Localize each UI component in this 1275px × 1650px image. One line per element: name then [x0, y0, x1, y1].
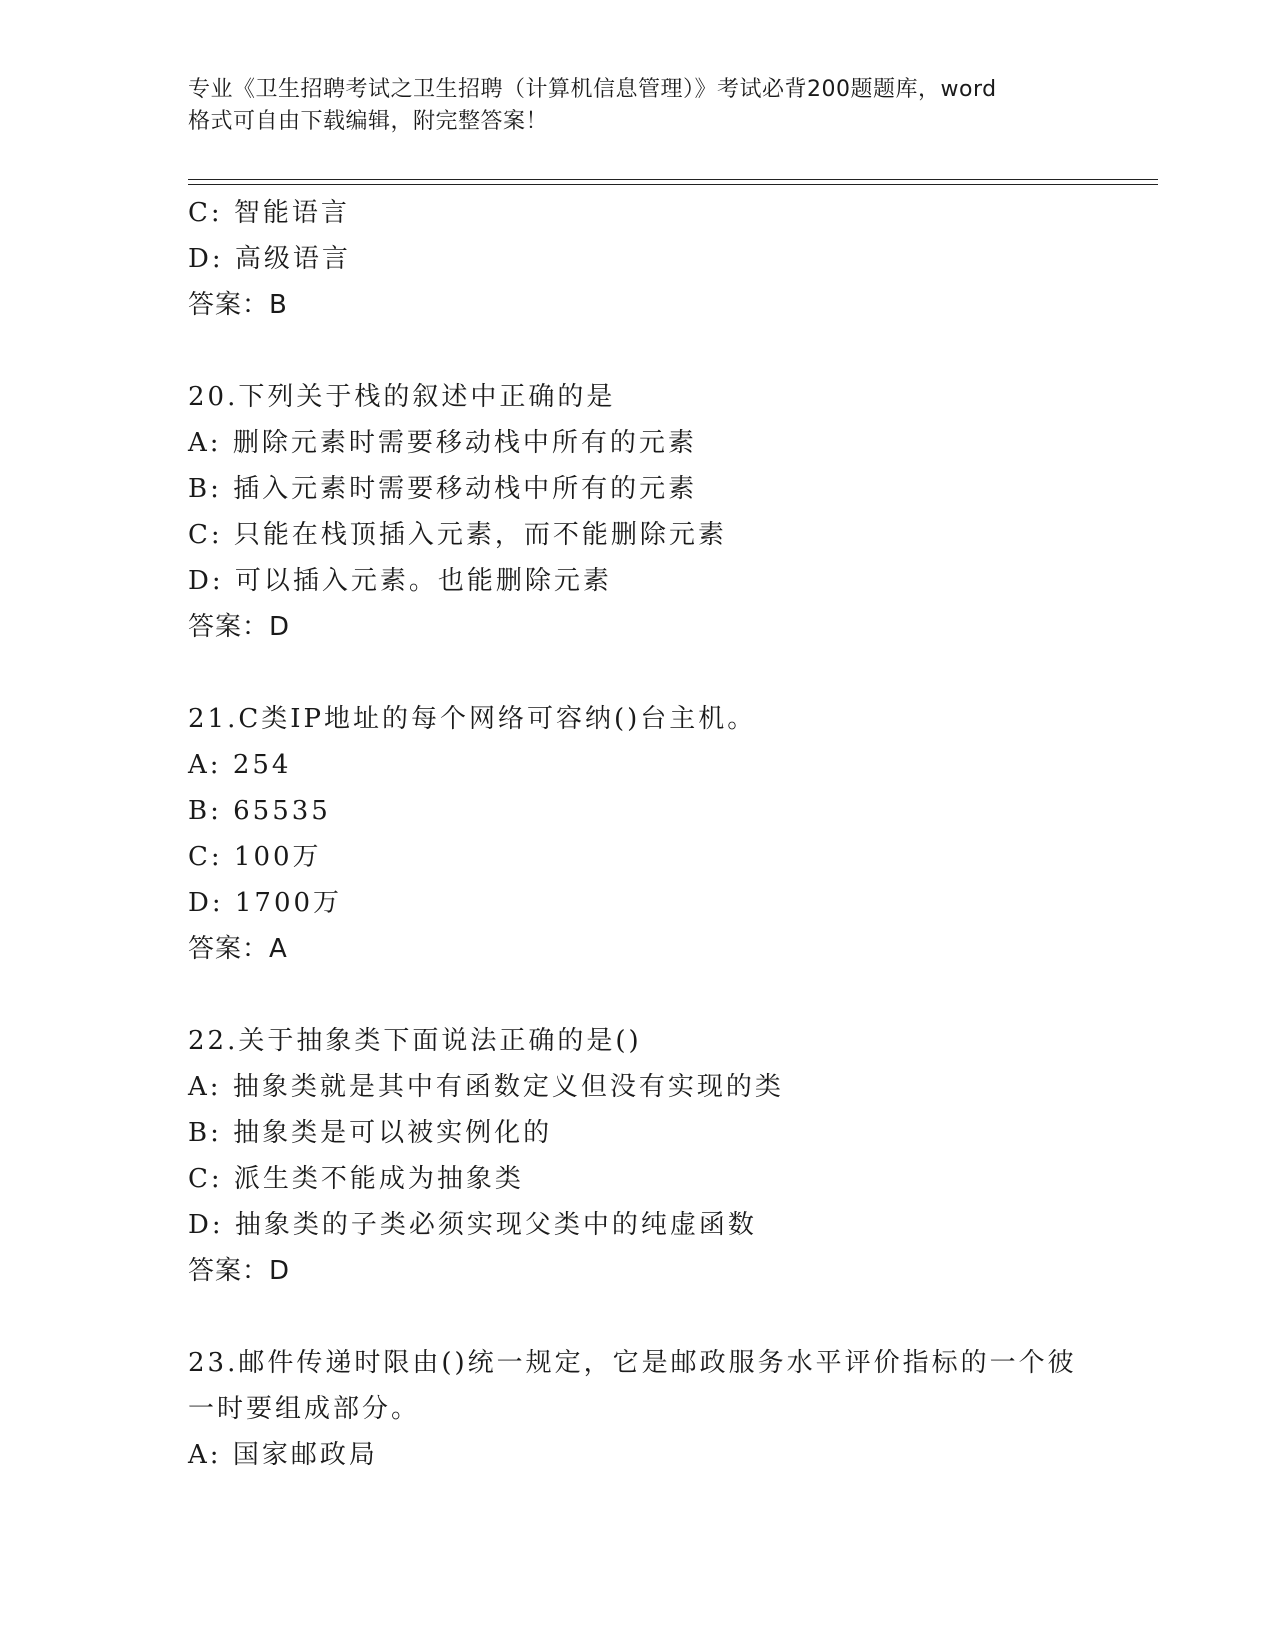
option-text: 删除元素时需要移动栈中所有的元素 — [232, 428, 697, 458]
header-line-1: 专业《卫生招聘考试之卫生招聘（计算机信息管理）》考试必背200题题库，word — [188, 77, 997, 102]
header-line-2: 格式可自由下载编辑，附完整答案！ — [188, 109, 549, 134]
option-label: A: — [188, 428, 222, 458]
option-text: 可以插入元素。也能删除元素 — [234, 566, 612, 596]
option-label: D: — [188, 888, 224, 918]
option-text: 65535 — [233, 796, 331, 826]
document-header — [188, 74, 1088, 138]
option-label: D: — [188, 1210, 224, 1240]
option-label: C: — [188, 520, 223, 550]
option-label: D: — [188, 566, 224, 596]
answer-line: 答案：B — [188, 290, 288, 320]
answer-line: 答案：A — [188, 934, 288, 964]
option-label: A: — [188, 1440, 222, 1470]
option-label: B: — [188, 1118, 222, 1148]
option-d — [188, 880, 1088, 926]
header-divider-bottom — [188, 184, 1158, 185]
question-stem-line-1: 23.邮件传递时限由()统一规定，它是邮政服务水平评价指标的一个彼 — [188, 1348, 1077, 1378]
option-a — [188, 1432, 1088, 1478]
option-text: 254 — [232, 750, 292, 780]
answer-line: 答案：D — [188, 1256, 291, 1286]
option-text: 抽象类是可以被实例化的 — [233, 1118, 553, 1148]
question-stem: 21.C类IP地址的每个网络可容纳()台主机。 — [188, 704, 757, 734]
option-b — [188, 788, 1088, 834]
option-text: 只能在栈顶插入元素，而不能删除元素 — [233, 520, 727, 550]
option-b — [188, 466, 1088, 512]
option-b — [188, 1110, 1088, 1156]
option-a — [188, 742, 1088, 788]
header-divider-top — [188, 179, 1158, 180]
option-d — [188, 1202, 1088, 1248]
option-text: 高级语言 — [234, 244, 351, 274]
option-label: A: — [188, 750, 222, 780]
question-stem-line-2: 一时要组成部分。 — [188, 1394, 421, 1424]
option-text: 国家邮政局 — [232, 1440, 378, 1470]
option-label: B: — [188, 474, 222, 504]
option-c — [188, 190, 1088, 236]
option-label: D: — [188, 244, 224, 274]
question-list — [188, 190, 1088, 1478]
option-text: 抽象类就是其中有函数定义但没有实现的类 — [232, 1072, 784, 1102]
option-text: 抽象类的子类必须实现父类中的纯虚函数 — [234, 1210, 757, 1240]
option-label: A: — [188, 1072, 222, 1102]
option-label: C: — [188, 198, 223, 228]
option-label: B: — [188, 796, 222, 826]
option-text: 100万 — [233, 842, 322, 872]
question-stem: 20.下列关于栈的叙述中正确的是 — [188, 382, 616, 412]
option-text: 插入元素时需要移动栈中所有的元素 — [233, 474, 698, 504]
option-a — [188, 1064, 1088, 1110]
question-stem: 22.关于抽象类下面说法正确的是() — [188, 1026, 642, 1056]
answer-line: 答案：D — [188, 612, 291, 642]
option-text: 智能语言 — [233, 198, 350, 228]
option-d — [188, 558, 1088, 604]
option-c — [188, 1156, 1088, 1202]
option-label: C: — [188, 1164, 223, 1194]
option-c — [188, 512, 1088, 558]
option-d — [188, 236, 1088, 282]
option-text: 1700万 — [234, 888, 343, 918]
option-text: 派生类不能成为抽象类 — [233, 1164, 524, 1194]
option-c — [188, 834, 1088, 880]
option-label: C: — [188, 842, 223, 872]
option-a — [188, 420, 1088, 466]
